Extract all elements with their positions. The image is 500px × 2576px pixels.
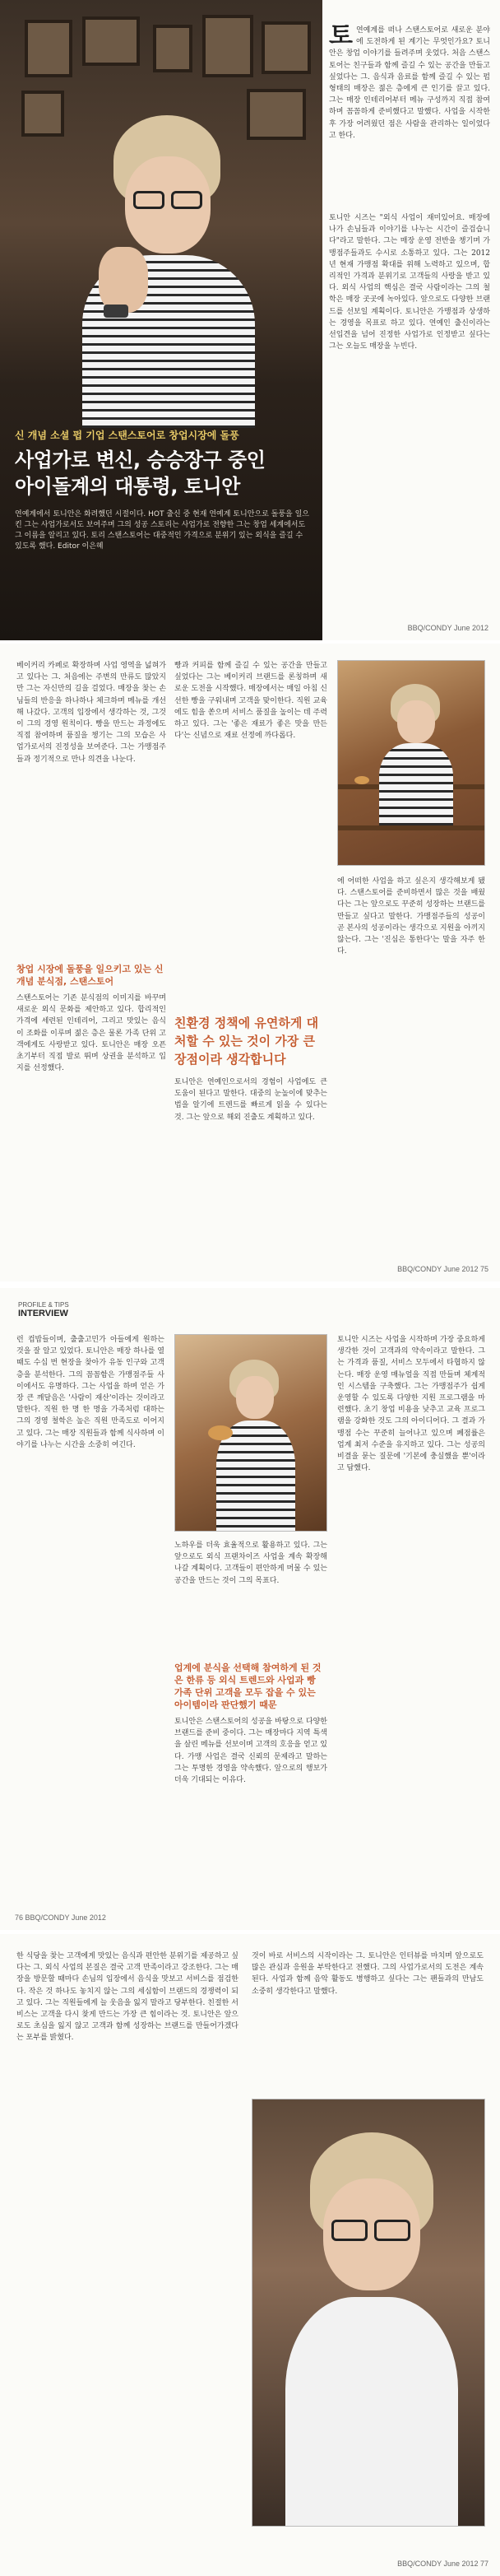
magazine-page-1: [0, 0, 500, 640]
folio: BBQ/CONDY June 2012 77: [397, 2560, 488, 2568]
kicker: 신 개념 소셜 펍 기업 스탠스토어로 창업시장에 돌풍: [15, 430, 239, 441]
wall-frame: [82, 16, 140, 66]
portrait-photo: [252, 2099, 485, 2527]
article-text: 빵과 커피를 함께 즐길 수 있는 공간을 만들고 싶었다는 그는 베이커리 브랜드를 론칭하며 새로운 도전을 시작했다. 매장에서는 매일 아침 신선한 빵을 구워내며 고객을 맞이한다. 직원 교육에도 힘을 쏟으며 서비스 품질을 높이는 데 주력하고 있다. 그는 '좋은 재료가 좋은 맛을 만든다'는 신념으로 재료 선정에 까다롭다.: [174, 662, 327, 741]
headline: [15, 447, 311, 500]
folio: BBQ/CONDY June 2012 75: [397, 1265, 488, 1273]
hero-caption: [15, 428, 311, 552]
folio: BBQ/CONDY June 2012: [407, 624, 488, 632]
portrait: [66, 115, 263, 428]
article-column: 토니안은 스탠스토어의 성공을 바탕으로 다양한 브랜드를 준비 중이다. 그는 매장마다 지역 특색을 살린 메뉴를 선보이며 고객의 호응을 얻고 있다. 가맹 사업은 결국 신뢰의 문제라고 말하는 그는 투명한 경영을 약속했다. 앞으로의 행보가 더욱 기대되는 이유다.: [174, 1718, 327, 1785]
wall-frame: [21, 91, 64, 137]
section-label: [18, 1301, 69, 1318]
wall-frame: [262, 21, 311, 74]
lede: 연예계에서 토니안은 화려했던 시절이다. HOT 출신 중 현재 연예계 토니안으로 돌풍을 일으킨 그는 사업가로서도 보여주며 그의 성공 스토리는 사업가로 전향한 그는 창업 세계에서도 그 이름을 알리고 있다. 토리 스탠스토어는 대중적인 가격으로 분위기 있는 외식을 즐길 수 있도록 했다. Editor 이은혜: [15, 510, 309, 551]
article-column: 것이 바로 서비스의 시작이라는 그. 토니안은 인터뷰를 마치며 앞으로도 많은 관심과 응원을 부탁한다고 전했다. 그의 사업가로서의 도전은 계속된다. 사업과 함께 음악 활동도 병행하고 싶다는 그는 팬들과의 만남도 소중히 생각한다고 말했다.: [252, 1952, 484, 1996]
article-column: 토연예계를 떠나 스탠스토어로 새로운 분야에 도전하게 된 계기는 무엇인가요? 토니안은 창업 이야기를 들려주며 웃었다. 처음 스탠스토어는 친구들과 함께 즐길 수 있는 공간을 만들고 싶었다는 그. 음식과 음료를 함께 즐길 수 있는 펍 형태의 매장은 젊은 층에게 큰 인기를 끌고 있다. 그는 매장 인테리어부터 메뉴 구성까지 직접 참여하며 꼼꼼하게 준비했다고 말했다. 사업을 시작한 후 가장 어려웠던 점은 사람을 관리하는 일이었다고 한다.: [329, 25, 490, 140]
article-column: 런 컵밥들이며, 출출고민가 아들에게 원하는 것을 잘 알고 있었다. 토니안은 매장 하나를 열 때도 수십 번 현장을 찾아가 유동 인구와 고객층을 분석한다. 그의 꼼꼼함은 가맹점주들 사이에서도 유명하다. 그는 사업을 하며 얻은 가장 큰 깨달음은 '사람이 재산'이라는 것이라고 말한다. 직원 한 명 한 명을 가족처럼 대하는 그의 경영 철학은 높은 직원 만족도로 이어지고 있다. 그는 매장 직원들과 함께 식사하며 이야기를 나누는 시간을 소중히 여긴다.: [16, 1336, 164, 1449]
article-text: 연예계를 떠나 스탠스토어로 새로운 분야에 도전하게 된 계기는 무엇인가요? 토니안은 창업 이야기를 들려주며 웃었다. 처음 스탠스토어는 친구들과 함께 즐길 수 있는 공간을 만들고 싶었다는 그. 음식과 음료를 함께 즐길 수 있는 펍 형태의 매장은 젊은 층에게 큰 인기를 끌고 있다. 그는 매장 인테리어부터 메뉴 구성까지 직접 참여하며 꼼꼼하게 준비했다고 말했다. 사업을 시작한 후 가장 어려웠던 점은 사람을 관리하는 일이었다고 한다.: [329, 26, 490, 140]
headline-line-1: 사업가로 변신, 승승장구 중인: [15, 449, 266, 472]
bakery-photo: [337, 660, 485, 866]
article-column: 노하우를 더욱 효율적으로 활용하고 있다. 그는 앞으로도 외식 프랜차이즈 사업을 계속 확장해 나갈 계획이다. 고객들이 편안하게 머물 수 있는 공간을 만드는 것이 그의 목표다.: [174, 1541, 327, 1585]
article-column: 토니안 시즈는 사업을 시작하며 가장 중요하게 생각한 것이 고객과의 약속이라고 말한다. 그는 가격과 품질, 서비스 모두에서 타협하지 않는다. 매장 운영 매뉴얼을 직접 만들며 체계적인 시스템을 구축했다. 그는 가맹점주가 쉽게 운영할 수 있도록 다양한 지원 프로그램을 마련했다. 초기 창업 비용을 낮추고 교육 프로그램을 강화한 것도 그의 아이디어다. 그 결과 가맹점 수는 꾸준히 늘어나고 있으며 폐점률은 업계 최저 수준을 유지하고 있다. 그는 성공의 비결을 묻는 질문에 '기본에 충실했을 뿐'이라고 답했다.: [337, 1336, 485, 1473]
section-name: PROFILE & TIPS: [18, 1301, 69, 1309]
wall-frame: [25, 20, 72, 77]
bakery-photo: [174, 1334, 327, 1532]
wall-frame: [153, 25, 192, 72]
article-column: 한 식당을 찾는 고객에게 맛있는 음식과 편안한 분위기를 제공하고 싶다는 그. 외식 사업의 본질은 결국 고객 만족이라고 강조한다. 그는 매장을 방문할 때마다 손님의 입장에서 음식을 맛보고 서비스를 점검한다. 작은 것 하나도 놓치지 않는 그의 세심함이 브랜드의 경쟁력이 되고 있다. 그는 직원들에게 늘 웃음을 잃지 말라고 당부한다. 친절한 서비스는 고객을 다시 찾게 만드는 가장 큰 힘이라는 것. 토니안은 앞으로도 초심을 잃지 않고 고객과 함께 성장하는 브랜드를 만들어가겠다는 포부를 밝혔다.: [16, 1952, 238, 2043]
article-column: 에 어떠한 사업을 하고 싶은지 생각해보게 됐다. 스탠스토어를 준비하면서 많은 것을 배웠다는 그는 앞으로도 꾸준히 성장하는 브랜드를 만들고 싶다고 말한다. 가맹점주들의 성공이 곧 본사의 성공이라는 생각으로 지원을 아끼지 않는다. 그는 '진심은 통한다'는 말을 자주 한다.: [337, 877, 485, 956]
section-title: INTERVIEW: [18, 1309, 68, 1318]
article-column: [16, 660, 166, 1253]
article-text: 스탠스토어는 기존 분식점의 이미지를 바꾸며 새로운 외식 문화를 제안하고 있다. 합리적인 가격에 세련된 인테리어, 그리고 맛있는 음식이 조화를 이루며 젊은 층은 물론 가족 단위 고객에게도 사랑받고 있다. 토니안은 매장 오픈 초기부터 직접 발로 뛰며 상권을 분석하고 입지를 선정했다.: [16, 994, 166, 1073]
wall-frame: [202, 15, 253, 77]
pull-quote: 친환경 정책에 유연하게 대처할 수 있는 것이 가장 큰 장점이라 생각합니다: [174, 1016, 319, 1067]
hero-photo: [0, 0, 322, 640]
subhead: 창업 시장에 돌풍을 일으키고 있는 신 개념 분식점, 스탠스토어: [16, 964, 164, 987]
article-text: 토니안은 연예인으로서의 경험이 사업에도 큰 도움이 된다고 말한다. 대중의 눈높이에 맞추는 법을 알기에 트렌드를 빠르게 읽을 수 있다는 것. 그는 앞으로 해외 진출도 계획하고 있다.: [174, 1078, 327, 1122]
folio: 76 BBQ/CONDY June 2012: [15, 1913, 106, 1922]
article-column: 토니안 시즈는 "외식 사업이 재미있어요. 매장에 나가 손님들과 이야기를 나누는 시간이 즐겁습니다"라고 말한다. 그는 매장 운영 전반을 챙기며 가맹점주들과도 수시로 소통하고 있다. 그는 2012년 현재 가맹점 확대를 위해 노력하고 있으며, 합리적인 가격과 분위기로 고객들의 사랑을 받고 있다. 외식 사업의 핵심은 결국 사람이라는 그의 철학은 매장 곳곳에 녹아있다. 앞으로도 다양한 브랜드를 선보일 계획이다. 토니안은 가맹점과 상생하는 경영을 목표로 하고 있다. 연예인 출신이라는 선입견을 넘어 진정한 사업가로 인정받고 싶다는 그는 오늘도 매장을 누빈다.: [329, 214, 490, 351]
magazine-page-4: [0, 1934, 500, 2576]
magazine-page-3: [0, 1288, 500, 1930]
magazine-page-2: [0, 644, 500, 1281]
article-text: 베이커리 카페로 확장하며 사업 영역을 넓혀가고 있다는 그. 처음에는 주변의 만류도 많았지만 그는 자신만의 길을 걸었다. 매장을 찾는 손님들의 반응을 하나하나 체크하며 메뉴를 개선해 나갔다. 고객의 입장에서 생각하는 것, 그것이 그의 경영 원칙이다. 빵을 만드는 과정에도 직접 참여하며 품질을 챙기는 그의 모습은 사업가로서의 진정성을 보여준다. 그는 가맹점주들과 정기적으로 만나 의견을 나눈다.: [16, 662, 166, 764]
subhead: 업계에 분식을 선택해 참여하게 된 것은 한류 등 외식 트렌드와 사업과 빵 가족 단위 고객을 모두 잡을 수 있는 아이템이라 판단했기 때문: [174, 1662, 322, 1710]
article-column: [174, 660, 327, 1253]
headline-line-2: 아이돌계의 대통령, 토니안: [15, 475, 240, 498]
